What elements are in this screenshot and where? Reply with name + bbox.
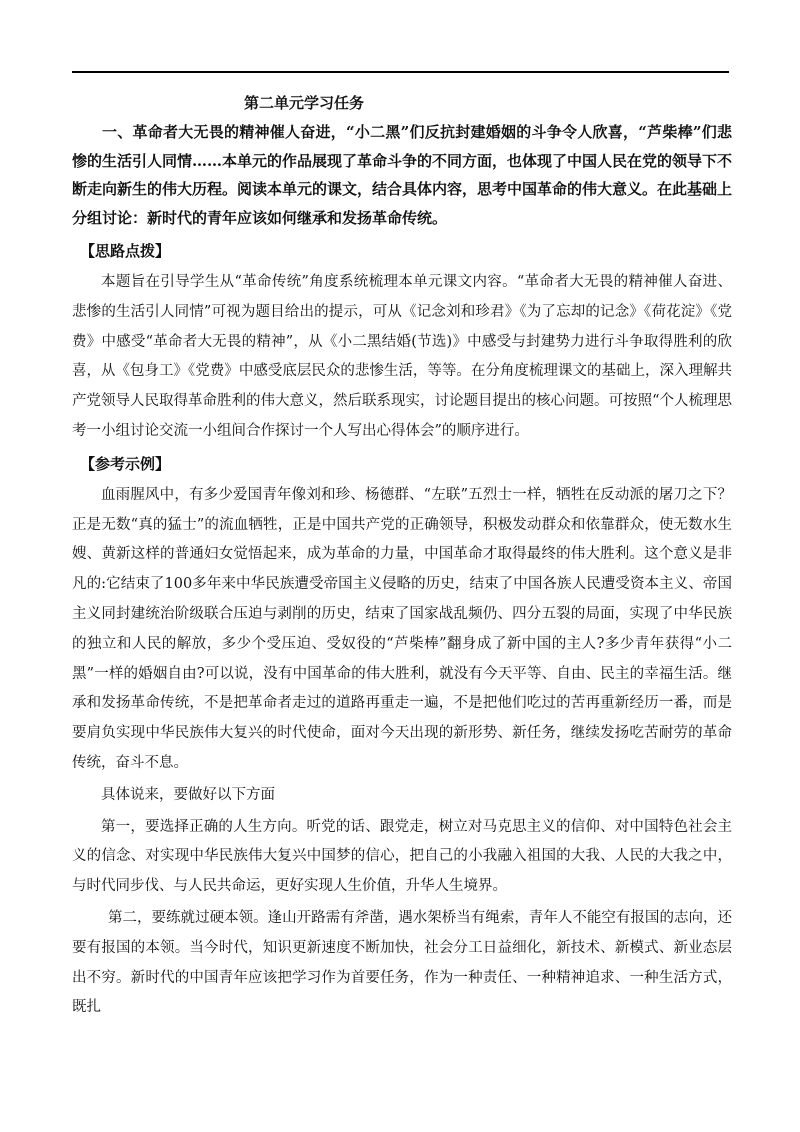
specific-intro: 具体说来，要做好以下方面 bbox=[101, 786, 275, 803]
header-rule bbox=[72, 71, 729, 73]
unit-title: 第二单元学习任务 bbox=[244, 94, 365, 112]
document-body bbox=[72, 92, 732, 1025]
example-paragraph: 血雨腥风中，有多少爱国青年像刘和珍、杨德群、“左联”五烈士一样，牺牲在反动派的屠刀之下？正是无数“真的猛士”的流血牺牲，正是中国共产党的正确领导，积极发动群众和依靠群众，使无数水生嫂、黄新这样的普通妇女觉悟起来，成为革命的力量，中国革命才取得最终的伟大胜利。这个意义是非凡的:它结束了100多年来中华民族遭受帝国主义侵略的历史，结束了中国各族人民遭受资本主义、帝国主义同封建统治阶级联合压迫与剥削的历史，结束了国家战乱频仍、四分五裂的局面，实现了中华民族的独立和人民的解放，多少个受压迫、受奴役的“芦柴棒”翻身成了新中国的主人?多少青年获得“小二黑”一样的婚姻自由?可以说，没有中国革命的伟大胜利，就没有今天平等、自由、民主的幸福生活。继承和发扬革命传统，不是把革命者走过的道路再重走一遍，不是把他们吃过的苦再重新经历一番，而是要肩负实现中华民族伟大复兴的时代使命，面对今天出现的新形势、新任务，继续发扬吃苦耐劳的革命传统，奋斗不息。 bbox=[72, 486, 732, 771]
task-paragraph: 一、革命者大无畏的精神催人奋进，“小二黑”们反抗封建婚姻的斗争令人欣喜，“芦柴棒”们悲惨的生活引人同情……本单元的作品展现了革命斗争的不同方面，也体现了中国人民在党的领导下不断走向新生的伟大历程。阅读本单元的课文，结合具体内容，思考中国革命的伟大意义。在此基础上分组讨论：新时代的青年应该如何继承和发扬革命传统。 bbox=[72, 123, 733, 227]
hint-heading: 【思路点拨】 bbox=[80, 242, 171, 260]
example-heading: 【参考示例】 bbox=[80, 454, 171, 473]
point-two-paragraph: 第二，要练就过硬本领。逢山开路需有斧凿，遇水架桥当有绳索，青年人不能空有报国的志向，还要有报国的本领。当今时代，知识更新速度不断加快，社会分工日益细化，新技术、新模式、新业态层出不穷。新时代的中国青年应该把学习作为首要任务，作为一种责任、一种精神追求、一种生活方式，既扎 bbox=[72, 909, 732, 1016]
point-one-paragraph: 第一，要选择正确的人生方向。听党的话、跟党走，树立对马克思主义的信仰、对中国特色社会主义的信念、对实现中华民族伟大复兴中国梦的信心，把自己的小我融入祖国的大我、人民的大我之中，与时代同步伐、与人民共命运，更好实现人生价值，升华人生境界。 bbox=[72, 818, 732, 895]
hint-paragraph: 本题旨在引导学生从“革命传统”角度系统梳理本单元课文内容。“革命者大无畏的精神催人奋进、悲惨的生活引人同情”可视为题目给出的提示，可从《记念刘和珍君》《为了忘却的记念》《荷花淀》《党费》中感受“革命者大无畏的精神”，从《小二黑结婚(节选)》中感受与封建势力进行斗争取得胜利的欣喜，从《包身工》《党费》中感受底层民众的悲惨生活，等等。在分角度梳理课文的基础上，深入理解共产党领导人民取得革命胜利的伟大意义，然后联系现实，讨论题目提出的核心问题。可按照“个人梳理思考一小组讨论交流一小组间合作探讨一个人写出心得体会”的顺序进行。 bbox=[72, 274, 732, 439]
